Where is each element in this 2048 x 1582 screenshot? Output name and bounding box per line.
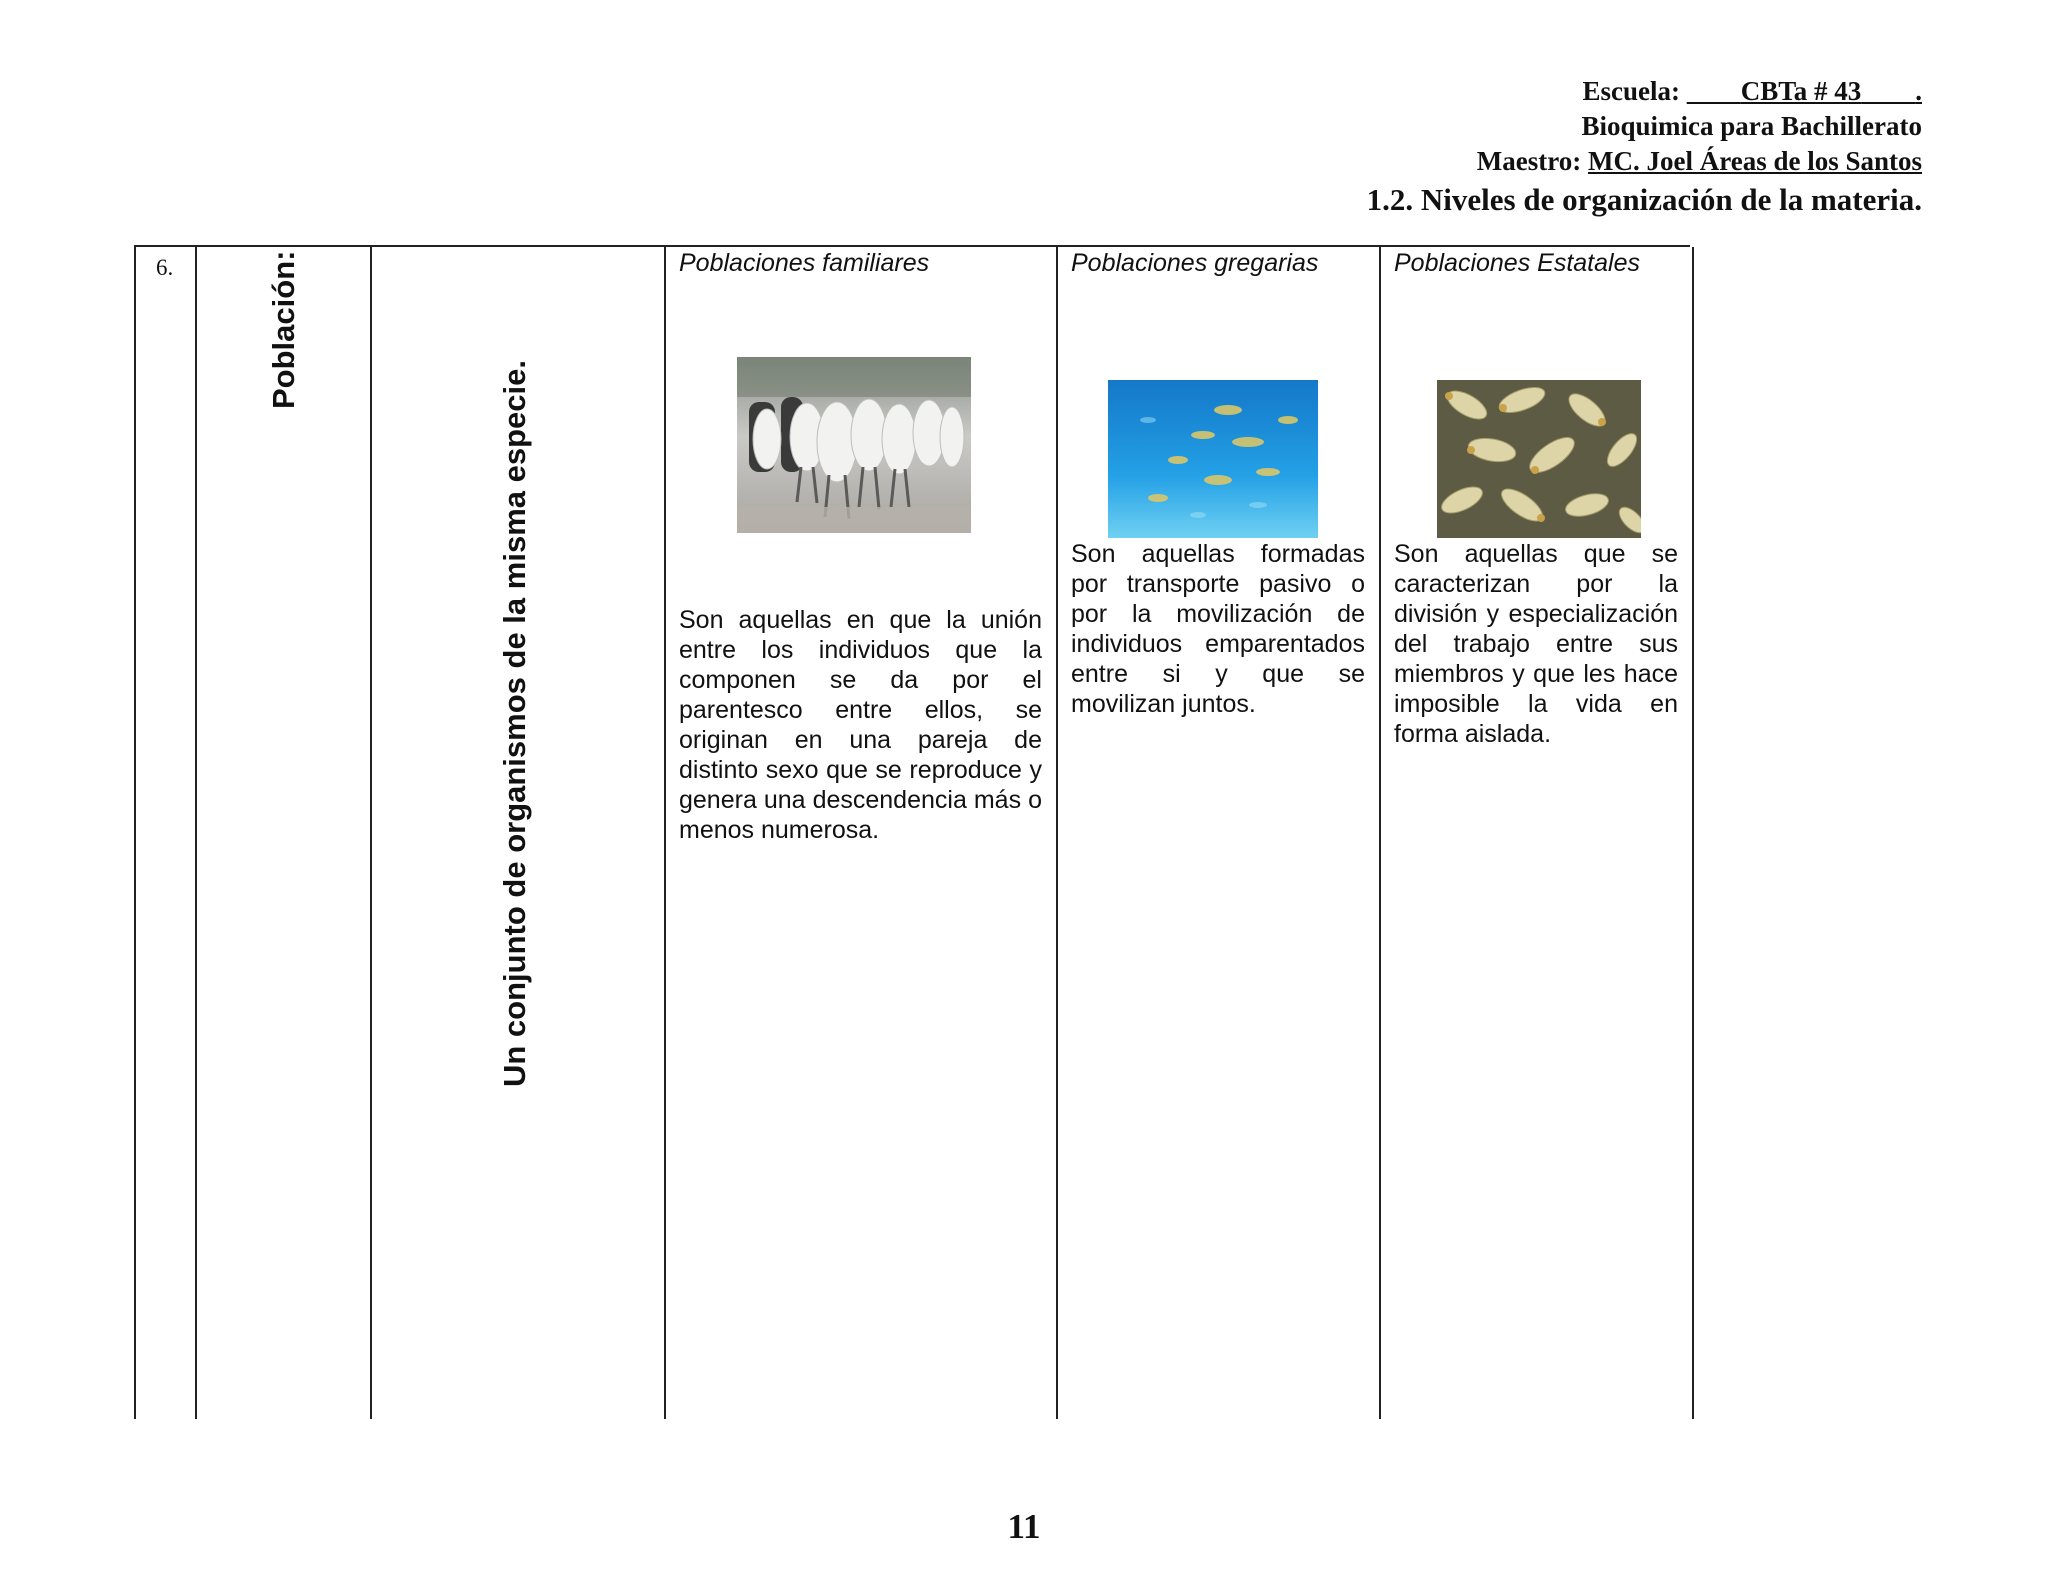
estatales-description: Son aquellas que se caracterizan por la división y especialización del trabajo entre sus miembros y que les hace imposible la vida en forma aislada.	[1394, 540, 1678, 748]
termites-colony-image	[1437, 380, 1641, 538]
teacher-line	[1367, 144, 1922, 179]
number-cell	[134, 247, 195, 1419]
horses-illustration	[737, 357, 971, 533]
concept-cell	[196, 247, 370, 1419]
horses-herd-image	[737, 357, 971, 533]
school-end: .	[1915, 76, 1922, 106]
estatales-title: Poblaciones Estatales	[1394, 249, 1640, 277]
topic-title: 1.2. Niveles de organización de la materia.	[1366, 182, 1922, 217]
table-border-right	[1692, 247, 1694, 1419]
gregarias-title: Poblaciones gregarias	[1071, 249, 1319, 277]
definition-cell	[371, 247, 664, 1419]
page-number: 11	[1007, 1507, 1041, 1546]
school-label: Escuela:	[1582, 76, 1680, 106]
population-table	[134, 245, 1690, 1419]
gregarias-description: Son aquellas formadas por transporte pasivo o por la movilización de individuos emparentados entre si y que se movilizan juntos.	[1071, 540, 1365, 718]
fish-illustration	[1108, 380, 1318, 538]
row-number: 6.	[156, 255, 174, 280]
school-value: CBTa # 43	[1740, 76, 1862, 106]
familiares-title: Poblaciones familiares	[679, 249, 930, 277]
termites-illustration	[1437, 380, 1641, 538]
school-line	[1367, 74, 1922, 109]
school-blank-right	[1861, 74, 1915, 109]
estatales-cell	[1380, 247, 1692, 1419]
school-blank-left	[1687, 74, 1741, 109]
teacher-label: Maestro:	[1476, 146, 1582, 176]
gregarias-cell	[1057, 247, 1379, 1419]
definition-text: Un conjunto de organismos de la misma especie.	[497, 360, 532, 1087]
teacher-value: MC. Joel Áreas de los Santos	[1588, 146, 1922, 176]
familiares-cell	[665, 247, 1056, 1419]
course-line: Bioquimica para Bachillerato	[1581, 111, 1922, 141]
familiares-description: Son aquellas en que la unión entre los individuos que la componen se da por el parentesco entre ellos, se originan en una pareja de distinto sexo que se reproduce y genera una descendencia más o menos numerosa.	[679, 606, 1042, 844]
document-header	[1367, 74, 1922, 221]
concept-label: Población:	[266, 250, 301, 409]
fish-school-image	[1108, 380, 1318, 538]
